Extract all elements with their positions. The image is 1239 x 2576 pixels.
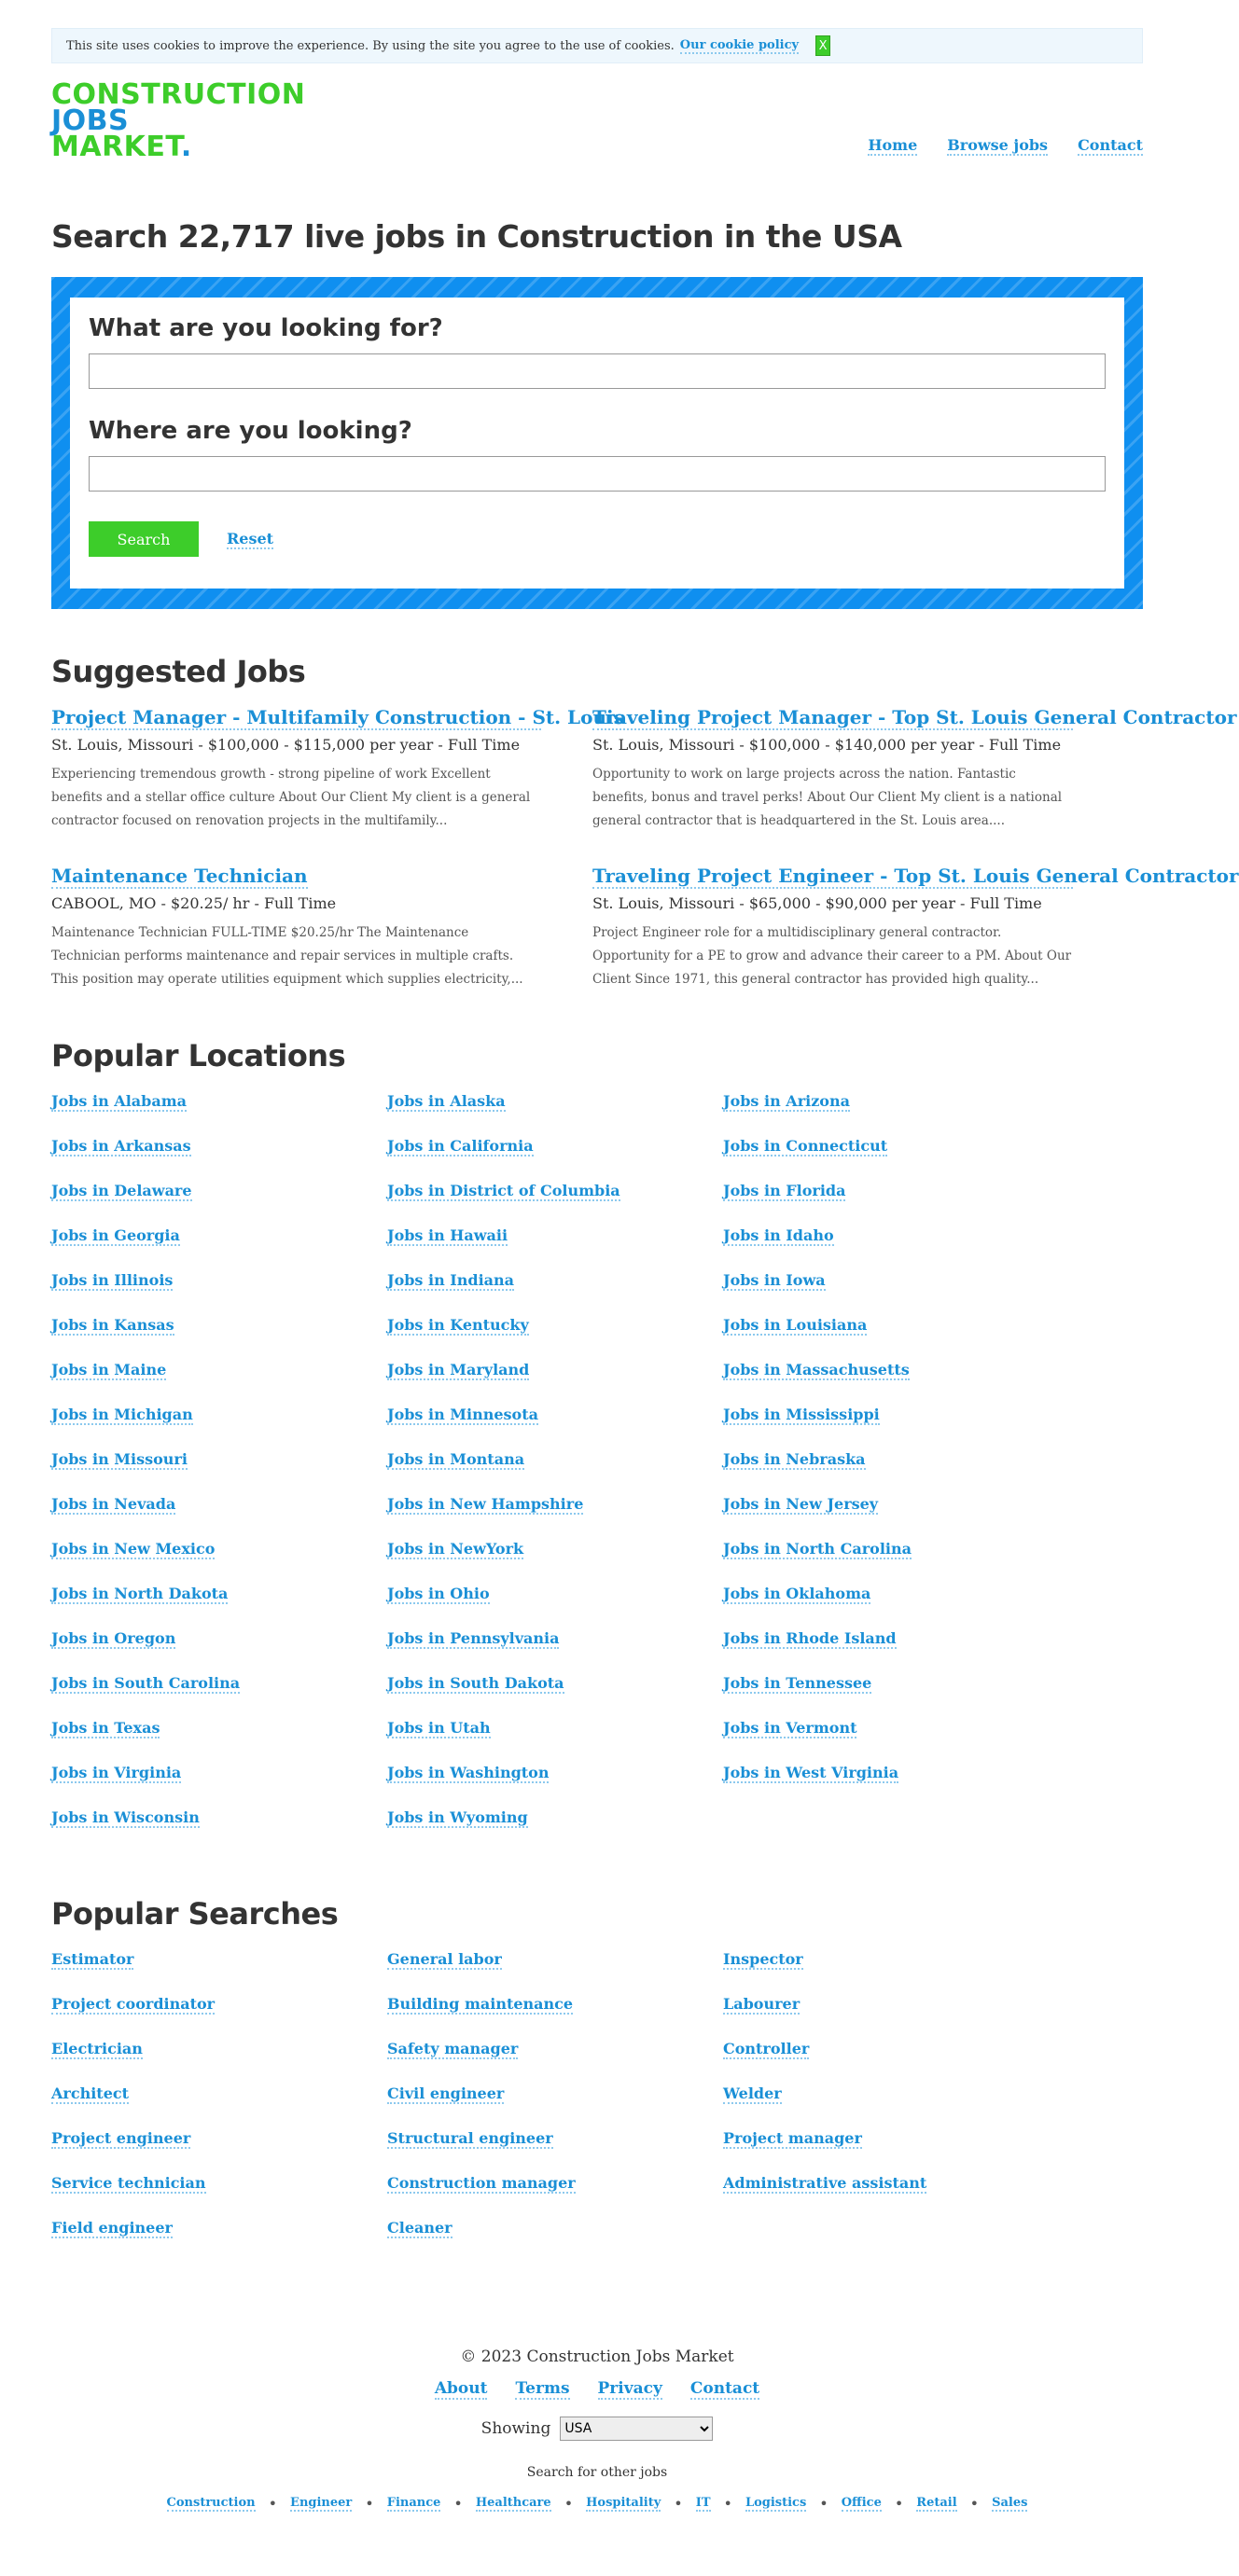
location-link-jobs-in-new-jersey[interactable]: Jobs in New Jersey	[723, 1495, 879, 1513]
search-link-structural-engineer[interactable]: Structural engineer	[387, 2129, 553, 2147]
search-link-construction-manager[interactable]: Construction manager	[387, 2174, 576, 2192]
locations-grid	[51, 1092, 1143, 1853]
grid-cell	[723, 1092, 1059, 1137]
category-link-engineer[interactable]: Engineer	[290, 2496, 353, 2510]
category-link-it[interactable]: IT	[695, 2496, 711, 2510]
location-link-jobs-in-newyork[interactable]: Jobs in NewYork	[387, 1540, 524, 1558]
search-form	[70, 298, 1124, 589]
grid-cell	[723, 2129, 1059, 2174]
separator: •	[268, 2495, 278, 2513]
grid-cell	[723, 1950, 1059, 1995]
job-card	[51, 706, 624, 833]
grid-cell	[387, 1450, 723, 1495]
popular-locations-section	[51, 1038, 1143, 1853]
location-link-jobs-in-ohio[interactable]: Jobs in Ohio	[387, 1585, 490, 1602]
grid-cell	[387, 1271, 723, 1316]
search-link-field-engineer[interactable]: Field engineer	[51, 2219, 173, 2237]
grid-cell	[387, 1585, 723, 1629]
grid-cell	[723, 1585, 1059, 1629]
location-link-jobs-in-pennsylvania[interactable]: Jobs in Pennsylvania	[387, 1629, 560, 1647]
search-link-welder[interactable]: Welder	[723, 2084, 782, 2102]
country-select[interactable]	[560, 2417, 713, 2441]
grid-cell	[723, 2084, 1059, 2129]
location-link-jobs-in-utah[interactable]: Jobs in Utah	[387, 1719, 491, 1737]
grid-cell	[723, 1182, 1059, 1226]
separator: •	[969, 2495, 980, 2513]
grid-cell	[51, 1316, 387, 1361]
location-link-jobs-in-hawaii[interactable]: Jobs in Hawaii	[387, 1226, 508, 1244]
location-link-jobs-in-connecticut[interactable]: Jobs in Connecticut	[723, 1137, 888, 1155]
location-link-jobs-in-delaware[interactable]: Jobs in Delaware	[51, 1182, 192, 1199]
grid-cell	[723, 1674, 1059, 1719]
location-link-jobs-in-alabama[interactable]: Jobs in Alabama	[51, 1092, 187, 1110]
category-link-office[interactable]: Office	[841, 2496, 882, 2510]
grid-cell	[51, 1540, 387, 1585]
location-link-jobs-in-west-virginia[interactable]: Jobs in West Virginia	[723, 1764, 899, 1781]
grid-cell	[723, 1361, 1059, 1406]
grid-cell	[387, 1764, 723, 1808]
separator: •	[819, 2495, 828, 2513]
footer-about-link[interactable]: About	[434, 2379, 488, 2398]
main-nav	[868, 136, 1143, 156]
grid-cell	[387, 1316, 723, 1361]
location-link-jobs-in-vermont[interactable]: Jobs in Vermont	[723, 1719, 857, 1737]
cookie-close-button[interactable]: X	[815, 35, 830, 56]
location-link-jobs-in-oklahoma[interactable]: Jobs in Oklahoma	[723, 1585, 871, 1602]
grid-cell	[723, 1137, 1059, 1182]
grid-cell	[723, 1719, 1059, 1764]
location-link-jobs-in-maryland[interactable]: Jobs in Maryland	[387, 1361, 530, 1378]
popular-searches-section	[51, 1896, 1143, 2264]
grid-cell	[387, 1361, 723, 1406]
job-title-link[interactable]: Maintenance Technician	[51, 865, 308, 887]
category-link-hospitality[interactable]: Hospitality	[586, 2496, 661, 2510]
search-link-estimator[interactable]: Estimator	[51, 1950, 134, 1968]
grid-cell	[387, 1629, 723, 1674]
grid-cell	[723, 1406, 1059, 1450]
location-link-jobs-in-louisiana[interactable]: Jobs in Louisiana	[723, 1316, 868, 1334]
category-link-healthcare[interactable]: Healthcare	[475, 2496, 551, 2510]
grid-cell	[387, 1406, 723, 1450]
grid-cell	[51, 2129, 387, 2174]
search-actions	[89, 521, 1106, 557]
grid-cell	[387, 2084, 723, 2129]
location-link-jobs-in-alaska[interactable]: Jobs in Alaska	[387, 1092, 506, 1110]
nav-browse-jobs[interactable]: Browse jobs	[947, 136, 1049, 154]
location-link-jobs-in-minnesota[interactable]: Jobs in Minnesota	[387, 1406, 538, 1423]
search-button[interactable]: Search	[89, 521, 199, 557]
search-link-labourer[interactable]: Labourer	[723, 1995, 800, 2013]
grid-cell	[51, 2040, 387, 2084]
cookie-policy-link[interactable]: Our cookie policy	[679, 37, 800, 52]
search-link-architect[interactable]: Architect	[51, 2084, 129, 2102]
location-link-jobs-in-rhode-island[interactable]: Jobs in Rhode Island	[723, 1629, 897, 1647]
grid-cell	[723, 1995, 1059, 2040]
location-link-jobs-in-iowa[interactable]: Jobs in Iowa	[723, 1271, 826, 1289]
location-link-jobs-in-tennessee[interactable]: Jobs in Tennessee	[723, 1674, 872, 1692]
search-link-building-maintenance[interactable]: Building maintenance	[387, 1995, 574, 2013]
footer-links	[51, 2379, 1143, 2400]
grid-cell	[51, 2174, 387, 2219]
location-link-jobs-in-arkansas[interactable]: Jobs in Arkansas	[51, 1137, 191, 1155]
location-link-jobs-in-new-mexico[interactable]: Jobs in New Mexico	[51, 1540, 216, 1558]
footer-privacy-link[interactable]: Privacy	[597, 2379, 662, 2398]
location-link-jobs-in-district-of-columbia[interactable]: Jobs in District of Columbia	[387, 1182, 620, 1199]
grid-cell	[51, 1226, 387, 1271]
search-link-cleaner[interactable]: Cleaner	[387, 2219, 452, 2237]
grid-cell	[723, 1271, 1059, 1316]
grid-cell	[51, 1808, 387, 1853]
copyright: © 2023 Construction Jobs Market	[460, 2347, 734, 2366]
site-logo[interactable]	[51, 78, 306, 163]
grid-cell	[51, 1495, 387, 1540]
grid-cell	[723, 2174, 1059, 2219]
category-link-retail[interactable]: Retail	[916, 2496, 957, 2510]
suggested-jobs-list	[51, 706, 1239, 991]
grid-cell	[51, 2219, 387, 2264]
search-link-safety-manager[interactable]: Safety manager	[387, 2040, 519, 2057]
job-description: Opportunity to work on large projects across the nation. Fantastic benefits, bonus and travel perks! About Our Client My client is a national general contractor that is headquartered in the St. Louis area....	[592, 767, 1063, 828]
grid-cell	[387, 1182, 723, 1226]
grid-cell	[387, 1540, 723, 1585]
grid-cell	[51, 1450, 387, 1495]
search-link-inspector[interactable]: Inspector	[723, 1950, 803, 1968]
grid-cell	[387, 1995, 723, 2040]
grid-cell	[387, 1950, 723, 1995]
grid-cell	[51, 1629, 387, 1674]
what-label: What are you looking for?	[89, 314, 443, 342]
search-link-controller[interactable]: Controller	[723, 2040, 810, 2057]
category-link-logistics[interactable]: Logistics	[745, 2496, 807, 2510]
grid-cell	[387, 2174, 723, 2219]
location-link-jobs-in-florida[interactable]: Jobs in Florida	[723, 1182, 846, 1199]
location-link-jobs-in-nebraska[interactable]: Jobs in Nebraska	[723, 1450, 866, 1468]
job-card	[51, 865, 541, 991]
separator: •	[365, 2495, 374, 2513]
job-meta: St. Louis, Missouri - $65,000 - $90,000 per year - Full Time	[592, 894, 1042, 912]
job-meta: CABOOL, MO - $20.25/ hr - Full Time	[51, 894, 337, 912]
site-footer	[51, 2347, 1143, 2541]
country-selector	[51, 2417, 1143, 2441]
category-link-sales[interactable]: Sales	[992, 2496, 1028, 2510]
location-link-jobs-in-nevada[interactable]: Jobs in Nevada	[51, 1495, 176, 1513]
separator: •	[453, 2495, 463, 2513]
location-link-jobs-in-kansas[interactable]: Jobs in Kansas	[51, 1316, 174, 1334]
separator: •	[564, 2495, 574, 2513]
search-link-civil-engineer[interactable]: Civil engineer	[387, 2084, 505, 2102]
location-link-jobs-in-south-carolina[interactable]: Jobs in South Carolina	[51, 1674, 241, 1692]
search-link-general-labor[interactable]: General labor	[387, 1950, 502, 1968]
grid-cell	[723, 1629, 1059, 1674]
grid-cell	[387, 2040, 723, 2084]
grid-cell	[387, 1719, 723, 1764]
grid-cell	[387, 1226, 723, 1271]
location-link-jobs-in-oregon[interactable]: Jobs in Oregon	[51, 1629, 176, 1647]
grid-cell	[387, 1495, 723, 1540]
popular-searches-title: Popular Searches	[51, 1896, 339, 1932]
suggested-jobs-section	[51, 654, 1239, 991]
grid-cell	[51, 1674, 387, 1719]
reset-link[interactable]: Reset	[227, 529, 274, 547]
job-title-link[interactable]: Project Manager - Multifamily Construction - St. Louis	[51, 706, 624, 728]
where-label: Where are you looking?	[89, 417, 412, 445]
location-link-jobs-in-south-dakota[interactable]: Jobs in South Dakota	[387, 1674, 564, 1692]
location-link-jobs-in-kentucky[interactable]: Jobs in Kentucky	[387, 1316, 529, 1334]
logo-line-1: CONSTRUCTION	[51, 78, 306, 111]
job-card	[592, 706, 1237, 833]
job-title-link[interactable]: Traveling Project Manager - Top St. Louis General Contractor	[592, 706, 1237, 728]
grid-cell	[51, 1995, 387, 2040]
category-link-finance[interactable]: Finance	[386, 2496, 441, 2510]
location-link-jobs-in-idaho[interactable]: Jobs in Idaho	[723, 1226, 834, 1244]
location-link-jobs-in-michigan[interactable]: Jobs in Michigan	[51, 1406, 193, 1423]
page-title: Search 22,717 live jobs in Construction in the USA	[51, 218, 902, 255]
grid-cell	[723, 1764, 1059, 1808]
location-link-jobs-in-north-carolina[interactable]: Jobs in North Carolina	[723, 1540, 912, 1558]
location-link-jobs-in-georgia[interactable]: Jobs in Georgia	[51, 1226, 180, 1244]
cookie-text: This site uses cookies to improve the experience. By using the site you agree to the use of cookies.	[66, 38, 675, 53]
location-link-jobs-in-texas[interactable]: Jobs in Texas	[51, 1719, 160, 1737]
grid-cell	[387, 1092, 723, 1137]
search-link-project-engineer[interactable]: Project engineer	[51, 2129, 191, 2147]
location-link-jobs-in-wyoming[interactable]: Jobs in Wyoming	[387, 1808, 528, 1826]
location-link-jobs-in-illinois[interactable]: Jobs in Illinois	[51, 1271, 174, 1289]
separator: •	[894, 2495, 904, 2513]
location-link-jobs-in-indiana[interactable]: Jobs in Indiana	[387, 1271, 515, 1289]
other-jobs-label: Search for other jobs	[526, 2465, 668, 2480]
search-link-project-coordinator[interactable]: Project coordinator	[51, 1995, 216, 2013]
suggested-jobs-title: Suggested Jobs	[51, 654, 306, 689]
grid-cell	[51, 1585, 387, 1629]
grid-cell	[723, 1316, 1059, 1361]
grid-cell	[51, 1406, 387, 1450]
grid-cell	[387, 1137, 723, 1182]
grid-cell	[51, 1764, 387, 1808]
job-description: Maintenance Technician FULL-TIME $20.25/hr The Maintenance Technician performs maintenance and repair services in multiple crafts. This position may operate utilities equipment which supplies electricity,...	[51, 925, 523, 987]
location-link-jobs-in-wisconsin[interactable]: Jobs in Wisconsin	[51, 1808, 200, 1826]
grid-cell	[723, 1450, 1059, 1495]
location-link-jobs-in-virginia[interactable]: Jobs in Virginia	[51, 1764, 182, 1781]
grid-cell	[387, 2129, 723, 2174]
search-panel	[51, 277, 1143, 609]
grid-cell	[51, 1361, 387, 1406]
job-card	[592, 865, 1239, 991]
category-links	[51, 2495, 1143, 2541]
location-link-jobs-in-california[interactable]: Jobs in California	[387, 1137, 534, 1155]
footer-contact-link[interactable]: Contact	[689, 2379, 760, 2398]
category-link-construction[interactable]: Construction	[166, 2496, 256, 2510]
search-link-project-manager[interactable]: Project manager	[723, 2129, 862, 2147]
grid-cell	[51, 1182, 387, 1226]
location-link-jobs-in-maine[interactable]: Jobs in Maine	[51, 1361, 167, 1378]
search-link-administrative-assistant[interactable]: Administrative assistant	[723, 2174, 927, 2192]
location-link-jobs-in-arizona[interactable]: Jobs in Arizona	[723, 1092, 850, 1110]
where-input[interactable]	[89, 456, 1106, 492]
grid-cell	[51, 1271, 387, 1316]
showing-label: Showing	[480, 2419, 551, 2438]
searches-grid	[51, 1950, 1143, 2264]
job-meta: St. Louis, Missouri - $100,000 - $115,000 per year - Full Time	[51, 736, 521, 754]
grid-cell	[51, 1137, 387, 1182]
job-meta: St. Louis, Missouri - $100,000 - $140,000 per year - Full Time	[592, 736, 1062, 754]
what-input[interactable]	[89, 353, 1106, 389]
grid-cell	[387, 2219, 723, 2264]
popular-locations-title: Popular Locations	[51, 1038, 346, 1073]
search-link-electrician[interactable]: Electrician	[51, 2040, 143, 2057]
job-description: Experiencing tremendous growth - strong pipeline of work Excellent benefits and a stellar office culture About Our Client My client is a general contractor focused on renovation projects in the multifamily...	[51, 767, 531, 828]
location-link-jobs-in-missouri[interactable]: Jobs in Missouri	[51, 1450, 188, 1468]
nav-home[interactable]: Home	[868, 136, 918, 154]
grid-cell	[51, 2084, 387, 2129]
search-link-service-technician[interactable]: Service technician	[51, 2174, 206, 2192]
grid-cell	[51, 1719, 387, 1764]
grid-cell	[387, 1808, 723, 1853]
job-description: Project Engineer role for a multidisciplinary general contractor. Opportunity for a PE to grow and advance their career to a PM. About Our Client Since 1971, this general contractor has provided high quality...	[592, 925, 1072, 987]
grid-cell	[723, 1540, 1059, 1585]
logo-line-2: JOBS	[51, 104, 130, 137]
footer-terms-link[interactable]: Terms	[515, 2379, 570, 2398]
cookie-banner	[51, 28, 1143, 63]
location-link-jobs-in-mississippi[interactable]: Jobs in Mississippi	[723, 1406, 880, 1423]
location-link-jobs-in-north-dakota[interactable]: Jobs in North Dakota	[51, 1585, 229, 1602]
grid-cell	[387, 1674, 723, 1719]
grid-cell	[723, 1226, 1059, 1271]
logo-line-3: MARKET.	[51, 131, 192, 163]
location-link-jobs-in-new-hampshire[interactable]: Jobs in New Hampshire	[387, 1495, 584, 1513]
grid-cell	[723, 2040, 1059, 2084]
site-header	[51, 80, 1143, 185]
location-link-jobs-in-washington[interactable]: Jobs in Washington	[387, 1764, 550, 1781]
location-link-jobs-in-massachusetts[interactable]: Jobs in Massachusetts	[723, 1361, 910, 1378]
location-link-jobs-in-montana[interactable]: Jobs in Montana	[387, 1450, 525, 1468]
job-title-link[interactable]: Traveling Project Engineer - Top St. Louis General Contractor	[592, 865, 1239, 887]
grid-cell	[51, 1092, 387, 1137]
separator: •	[723, 2495, 732, 2513]
nav-contact[interactable]: Contact	[1078, 136, 1143, 154]
separator: •	[674, 2495, 683, 2513]
grid-cell	[723, 1495, 1059, 1540]
grid-cell	[51, 1950, 387, 1995]
